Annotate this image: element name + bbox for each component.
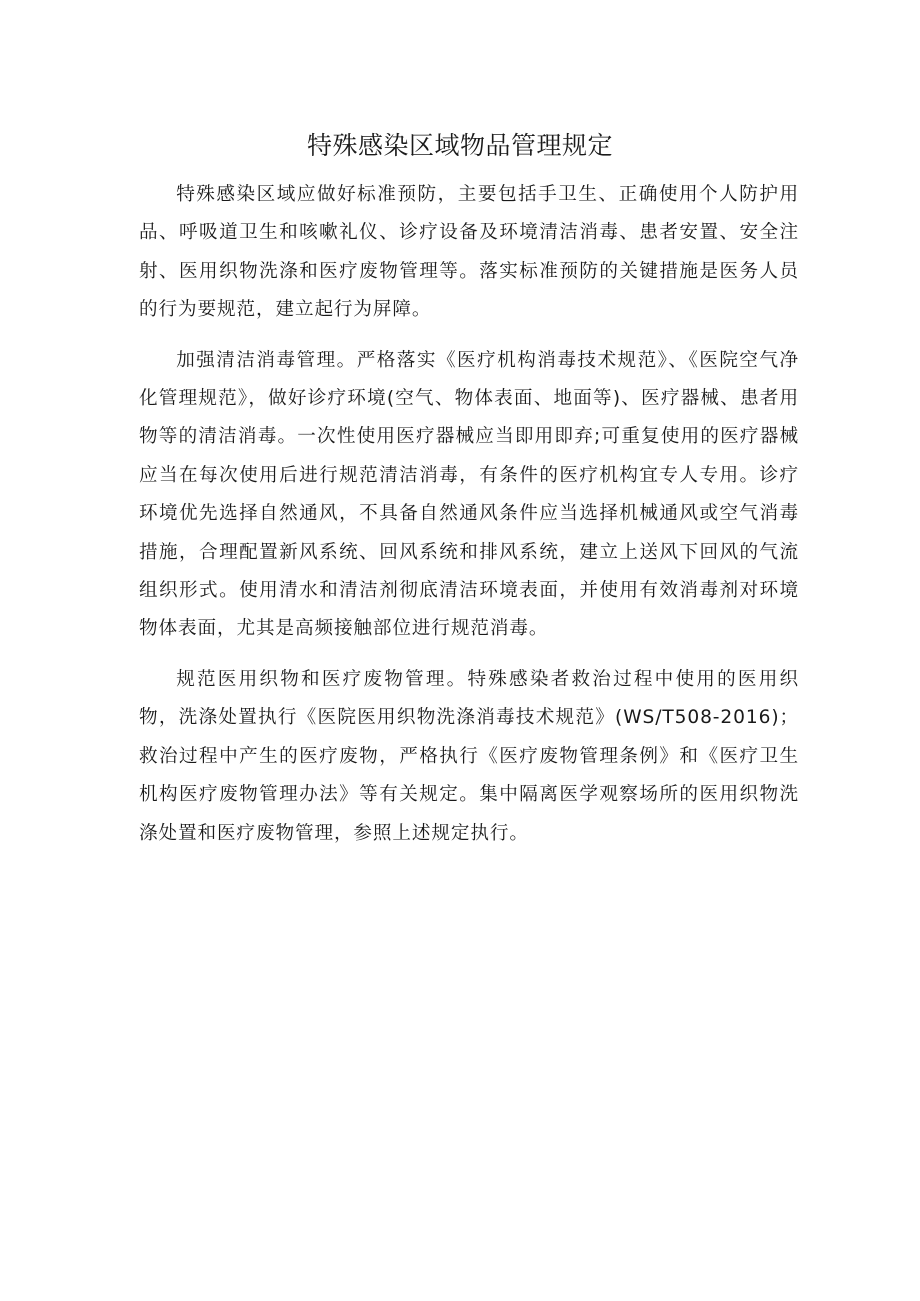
paragraph-cleaning-disinfection: 加强清洁消毒管理。严格落实《医疗机构消毒技术规范》、《医院空气净化管理规范》，做好诊疗环境(空气、物体表面、地面等)、医疗器械、患者用物等的清洁消毒。一次性使用医疗器械应当即用即弃;可重复使用的医疗器械应当在每次使用后进行规范清洁消毒，有条件的医疗机构宜专人专用。诊疗环境优先选择自然通风，不具备自然通风条件应当选择机械通风或空气消毒措施，合理配置新风系统、回风系统和排风系统，建立上送风下回风的气流组织形式。使用清水和清洁剂彻底清洁环境表面，并使用有效消毒剂对环境物体表面，尤其是高频接触部位进行规范消毒。 [139,349,799,640]
paragraph-standard-precautions: 特殊感染区域应做好标准预防，主要包括手卫生、正确使用个人防护用品、呼吸道卫生和咳嗽礼仪、诊疗设备及环境清洁消毒、患者安置、安全注射、医用织物洗涤和医疗废物管理等。落实标准预防的关键措施是医务人员的行为要规范，建立起行为屏障。 [139,184,799,321]
document-body [139,176,799,853]
paragraph-textile-waste-management: 规范医用织物和医疗废物管理。特殊感染者救治过程中使用的医用织物，洗涤处置执行《医院医用织物洗涤消毒技术规范》(WS/T508-2016)；救治过程中产生的医疗废物，严格执行《医疗废物管理条例》和《医疗卫生机构医疗废物管理办法》等有关规定。集中隔离医学观察场所的医用织物洗涤处置和医疗废物管理，参照上述规定执行。 [139,668,799,844]
document-title: 特殊感染区域物品管理规定 [306,131,613,160]
